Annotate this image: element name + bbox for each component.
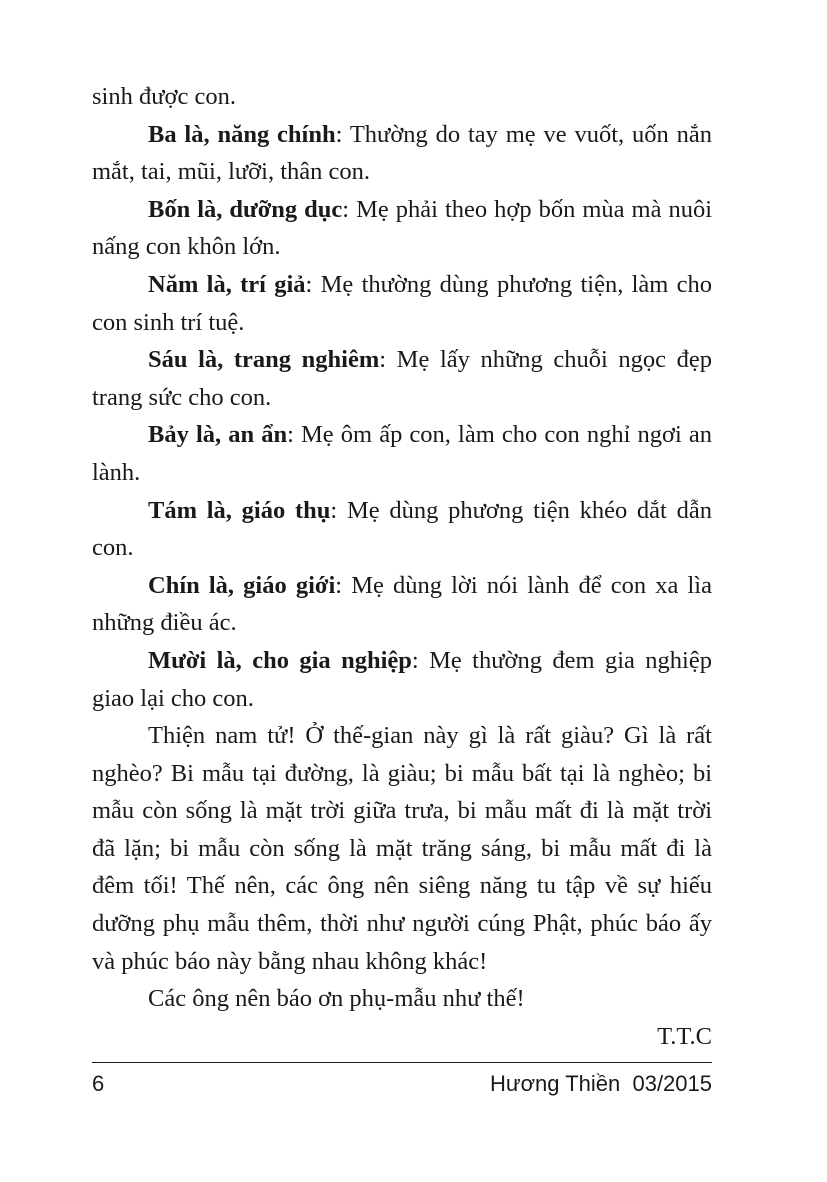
item-text: : Mẹ thường dùng phương tiện, làm cho con sinh trí tuệ. (92, 270, 713, 336)
list-item (92, 116, 712, 191)
item-text: : Mẹ dùng phương tiện khéo dắt dẫn con. (92, 496, 712, 562)
item-title: Năm là, trí giả (148, 270, 306, 298)
item-text: : Thường do tay mẹ ve vuốt, uốn nắn mắt, tai, mũi, lưỡi, thân con. (92, 120, 712, 186)
item-title: Ba là, năng chính (148, 120, 336, 148)
list-item (92, 642, 712, 717)
item-text: : Mẹ phải theo hợp bốn mùa mà nuôi nấng con khôn lớn. (92, 195, 712, 261)
list-item (92, 567, 712, 642)
item-title: Bảy là, an ẩn (148, 421, 288, 449)
list-item (92, 416, 712, 491)
item-text: : Mẹ ôm ấp con, làm cho con nghỉ ngơi an lành. (92, 421, 713, 486)
item-text: : Mẹ lấy những chuỗi ngọc đẹp trang sức cho con. (92, 346, 713, 411)
author-signature: T.T.C (657, 1022, 712, 1050)
item-title: Mười là, cho gia nghiệp (148, 646, 412, 674)
list-item (92, 266, 712, 341)
item-title: Tám là, giáo thụ (148, 496, 331, 524)
item-title: Sáu là, trang nghiêm (148, 346, 380, 374)
page-body (92, 78, 712, 1055)
page-footer (92, 1069, 712, 1099)
body-paragraph: Thiện nam tử! Ở thế-gian này gì là rất giàu? Gì là rất nghèo? Bi mẫu tại đường, là giàu; bi mẫu bất tại là nghèo; bi mẫu còn sống là mặt trời giữa trưa, bi mẫu mất đi là mặt trời đã lặn; bi mẫu còn sống là mặt trăng sáng, bi mẫu mất đi là đêm tối! Thế nên, các ông nên siêng năng tu tập về sự hiếu dưỡng phụ mẫu thêm, thời như người cúng Phật, phúc báo ấy và phúc báo này bằng nhau không khác! (92, 722, 712, 975)
list-item (92, 492, 712, 567)
item-title: Bốn là, dưỡng dục (148, 195, 343, 223)
closing-paragraph: Các ông nên báo ơn phụ-mẫu như thế! (148, 985, 525, 1013)
list-item (92, 341, 712, 416)
item-title: Chín là, giáo giới (148, 571, 336, 599)
publication-issue: Hương Thiền 03/2015 (489, 1071, 712, 1096)
intro-line: sinh được con. (92, 83, 236, 110)
item-text: : Mẹ dùng lời nói lành để con xa lìa những điều ác. (92, 571, 712, 637)
footer-divider (92, 1062, 712, 1063)
list-item (92, 191, 712, 266)
item-text: : Mẹ thường đem gia nghiệp giao lại cho con. (92, 646, 712, 712)
page-number: 6 (92, 1071, 105, 1096)
